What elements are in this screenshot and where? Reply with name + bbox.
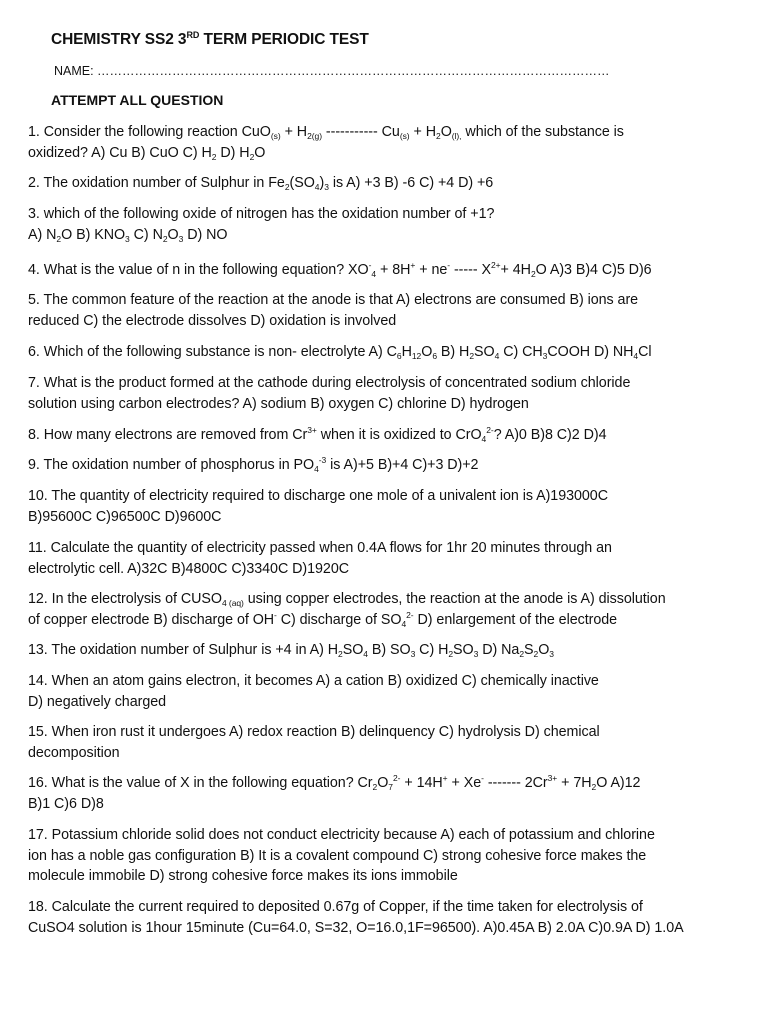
question-text: reduced C) the electrode dissolves D) oxidation is involved: [28, 312, 397, 329]
superscript: -3: [318, 455, 327, 465]
subscript: 3: [473, 649, 479, 659]
question-text: D) negatively charged: [28, 693, 167, 710]
question-text: 6. Which of the following substance is non- electrolyte A) C: [28, 344, 397, 360]
title-part-b: TERM PERIODIC TEST: [199, 31, 369, 48]
question-line: [28, 671, 744, 692]
superscript: +: [410, 260, 416, 270]
question-line: [28, 342, 744, 363]
question-text: when it is oxidized to CrO: [316, 427, 482, 443]
subscript: 3: [542, 351, 548, 361]
question-text: of copper electrode B) discharge of OH: [28, 611, 275, 628]
question-text: 12. In the electrolysis of CUSO: [28, 591, 222, 607]
question-line: [28, 722, 744, 743]
question-text: 15. When iron rust it undergoes A) redox reaction B) delinquency C) hydrolysis D) chemical: [28, 724, 600, 740]
superscript: 2-: [406, 609, 414, 620]
question-text: O B) KNO: [61, 226, 126, 243]
question-text: C) discharge of SO: [276, 611, 402, 628]
question-13: [28, 640, 744, 661]
superscript: -: [368, 260, 372, 270]
question-line: [28, 143, 744, 164]
subscript: (s): [270, 131, 281, 141]
question-text: 3. which of the following oxide of nitrogen has the oxidation number of +1?: [28, 206, 495, 222]
question-text: solution using carbon electrodes? A) sodium B) oxygen C) chlorine D) hydrogen: [28, 395, 529, 412]
question-text: B)95600C C)96500C D)9600C: [28, 508, 222, 525]
subscript: 4: [314, 182, 320, 192]
superscript: -: [274, 609, 277, 620]
question-line: [28, 122, 744, 143]
question-text: oxidized? A) Cu B) CuO C) H: [28, 144, 212, 161]
superscript: +: [442, 773, 448, 783]
question-text: COOH D) NH: [547, 344, 634, 360]
subscript: 3: [125, 233, 130, 244]
question-text: O A)12: [596, 775, 641, 791]
question-line: [28, 311, 744, 332]
subscript: 2: [519, 649, 524, 659]
question-line: [28, 692, 744, 713]
question-text: 14. When an atom gains electron, it becomes A) a cation B) oxidized C) chemically inactive: [28, 673, 599, 689]
name-line: NAME: ……………………………………………………………………………………………………………: [54, 64, 610, 78]
question-text: O: [377, 775, 389, 791]
question-line: [28, 794, 744, 815]
subscript: 4 (aq): [221, 598, 244, 608]
superscript: 3+: [547, 773, 558, 783]
question-text: C) H: [415, 642, 449, 658]
question-text: 18. Calculate the current required to deposited 0.67g of Copper, if the time taken for electrolysis of: [28, 899, 643, 915]
question-6: [28, 342, 744, 363]
question-8: [28, 425, 744, 446]
question-text: + Xe: [447, 775, 482, 791]
question-text: B) SO: [367, 642, 411, 658]
question-line: [28, 204, 744, 225]
question-text: D) H: [216, 144, 250, 161]
superscript: -: [481, 773, 484, 783]
question-text: + ne: [415, 262, 448, 278]
question-3: [28, 204, 744, 245]
question-line: [28, 225, 744, 246]
question-text: 11. Calculate the quantity of electricity passed when 0.4A flows for 1hr 20 minutes through an: [28, 540, 612, 556]
question-text: (SO: [289, 175, 315, 191]
subscript: 12: [411, 351, 422, 361]
superscript: 2+: [490, 260, 501, 270]
question-text: decomposition: [28, 744, 120, 761]
question-14: [28, 671, 744, 712]
question-text: 7. What is the product formed at the cathode during electrolysis of concentrated sodium chloride: [28, 375, 631, 391]
question-text: + H: [409, 124, 437, 140]
question-text: is A) +3 B) -6 C) +4 D) +6: [328, 175, 494, 191]
subscript: 6: [396, 351, 402, 361]
question-text: + H: [280, 124, 308, 140]
subscript: 2: [436, 131, 441, 141]
subscript: 4: [633, 351, 639, 361]
subscript: 4: [363, 649, 368, 659]
question-text: 16. What is the value of X in the following equation? Cr: [28, 775, 373, 791]
question-text: S: [524, 642, 534, 658]
question-text: O: [440, 124, 452, 140]
question-text: using copper electrodes, the reaction at the anode is A) dissolution: [243, 591, 666, 607]
subscript: 2: [530, 269, 536, 279]
question-line: [28, 455, 744, 476]
question-text: D) NO: [183, 226, 228, 243]
question-line: [28, 589, 744, 610]
question-17: [28, 825, 744, 887]
question-line: [28, 846, 744, 867]
question-text: ion has a noble gas configuration B) It is a covalent compound C) strong cohesive force makes the: [28, 847, 647, 864]
question-text: electrolytic cell. A)32C B)4800C C)3340C D)1920C: [28, 560, 350, 577]
subscript: (s): [399, 131, 410, 141]
subscript: 2: [249, 151, 255, 162]
question-text: + 7H: [557, 775, 592, 791]
question-text: C) N: [129, 226, 163, 243]
question-line: [28, 825, 744, 846]
question-line: [28, 394, 744, 415]
question-line: [28, 866, 744, 887]
subscript: 2: [469, 351, 475, 361]
subscript: 2: [533, 649, 539, 659]
question-text: ): [319, 175, 325, 191]
question-text: 9. The oxidation number of phosphorus in PO: [28, 457, 315, 473]
subscript: 3: [178, 233, 184, 244]
subscript: 2: [211, 151, 217, 162]
subscript: 4: [494, 351, 500, 361]
subscript: 6: [432, 351, 437, 361]
subscript: 2: [591, 782, 597, 792]
subscript: 2: [162, 233, 168, 244]
question-1: [28, 122, 744, 163]
title-superscript: RD: [186, 30, 200, 40]
question-text: + 4H: [500, 262, 531, 278]
subscript: 2(g): [307, 131, 322, 141]
question-12: [28, 589, 744, 630]
question-text: 17. Potassium chloride solid does not conduct electricity because A) each of potassium and chlorine: [28, 827, 655, 843]
question-text: 5. The common feature of the reaction at the anode is that A) electrons are consumed B) ions are: [28, 292, 639, 308]
question-text: D) Na: [478, 642, 520, 658]
question-text: O: [167, 226, 179, 243]
subscript: 2: [284, 182, 290, 192]
question-text: ? A)0 B)8 C)2 D)4: [493, 427, 607, 443]
question-7: [28, 373, 744, 414]
subscript: 3: [324, 182, 329, 192]
question-line: [28, 773, 744, 794]
question-5: [28, 290, 744, 331]
question-2: [28, 173, 744, 194]
superscript: 3+: [307, 425, 317, 435]
title-part-a: CHEMISTRY SS2 3: [51, 31, 187, 48]
subscript: 2: [448, 649, 454, 659]
subscript: 4: [401, 618, 407, 629]
question-text: + 14H: [400, 775, 443, 791]
question-line: [28, 918, 744, 939]
question-line: [28, 290, 744, 311]
instruction-heading: ATTEMPT ALL QUESTION: [51, 92, 224, 108]
question-text: O: [421, 344, 433, 360]
superscript: 2-: [392, 773, 401, 783]
subscript: (l),: [451, 131, 462, 141]
question-line: [28, 486, 744, 507]
question-line: [28, 538, 744, 559]
subscript: 2: [56, 233, 62, 244]
question-line: [28, 260, 744, 281]
question-line: [28, 507, 744, 528]
question-text: ----- X: [450, 262, 491, 278]
question-text: ------- 2Cr: [483, 775, 548, 791]
question-line: [28, 640, 744, 661]
question-text: 1. Consider the following reaction CuO: [28, 124, 271, 140]
question-line: [28, 897, 744, 918]
question-10: [28, 486, 744, 527]
question-text: 13. The oxidation number of Sulphur is +4 in A) H: [28, 642, 339, 658]
question-line: [28, 425, 744, 446]
superscript: -: [447, 260, 451, 270]
question-text: CuSO4 solution is 1hour 15minute (Cu=64.0, S=32, O=16.0,1F=96500). A)0.45A B) 2.0A C)0.9A D) 1.0A: [28, 919, 684, 936]
question-text: O A)3 B)4 C)5 D)6: [535, 262, 652, 278]
question-text: B) H: [437, 344, 470, 360]
question-9: [28, 455, 744, 476]
question-11: [28, 538, 744, 579]
page-title: [51, 31, 369, 49]
question-line: [28, 610, 744, 631]
question-line: [28, 173, 744, 194]
question-text: O: [538, 642, 550, 658]
question-text: 10. The quantity of electricity required to discharge one mole of a univalent ion is A)193000C: [28, 488, 608, 504]
subscript: 4: [481, 434, 487, 444]
subscript: 7: [388, 782, 393, 792]
question-text: H: [401, 344, 412, 360]
subscript: 4: [371, 269, 377, 279]
question-18: [28, 897, 744, 938]
question-text: molecule immobile D) strong cohesive force makes its ions immobile: [28, 868, 458, 884]
question-4: [28, 260, 744, 281]
question-16: [28, 773, 744, 814]
question-line: [28, 373, 744, 394]
subscript: 3: [549, 649, 554, 659]
question-text: 2. The oxidation number of Sulphur in Fe: [28, 175, 285, 191]
question-text: ----------- Cu: [321, 124, 400, 140]
question-text: which of the substance is: [461, 124, 624, 140]
subscript: 4: [314, 464, 319, 474]
subscript: 2: [338, 649, 343, 659]
question-text: D) enlargement of the electrode: [413, 611, 618, 628]
subscript: 2: [372, 782, 378, 792]
question-text: O: [254, 144, 266, 161]
question-text: SO: [453, 642, 474, 658]
question-text: 8. How many electrons are removed from Cr: [28, 427, 308, 443]
subscript: 3: [410, 649, 416, 659]
question-text: is A)+5 B)+4 C)+3 D)+2: [326, 457, 479, 473]
question-text: Cl: [638, 344, 652, 360]
superscript: 2-: [486, 425, 494, 435]
question-text: + 8H: [376, 262, 411, 278]
question-line: [28, 559, 744, 580]
question-text: SO: [342, 642, 364, 658]
question-15: [28, 722, 744, 763]
question-text: A) N: [28, 226, 57, 243]
question-line: [28, 743, 744, 764]
question-text: B)1 C)6 D)8: [28, 795, 104, 812]
question-text: C) CH: [499, 344, 543, 360]
question-text: 4. What is the value of n in the following equation? XO: [28, 262, 369, 278]
question-text: SO: [474, 344, 495, 360]
